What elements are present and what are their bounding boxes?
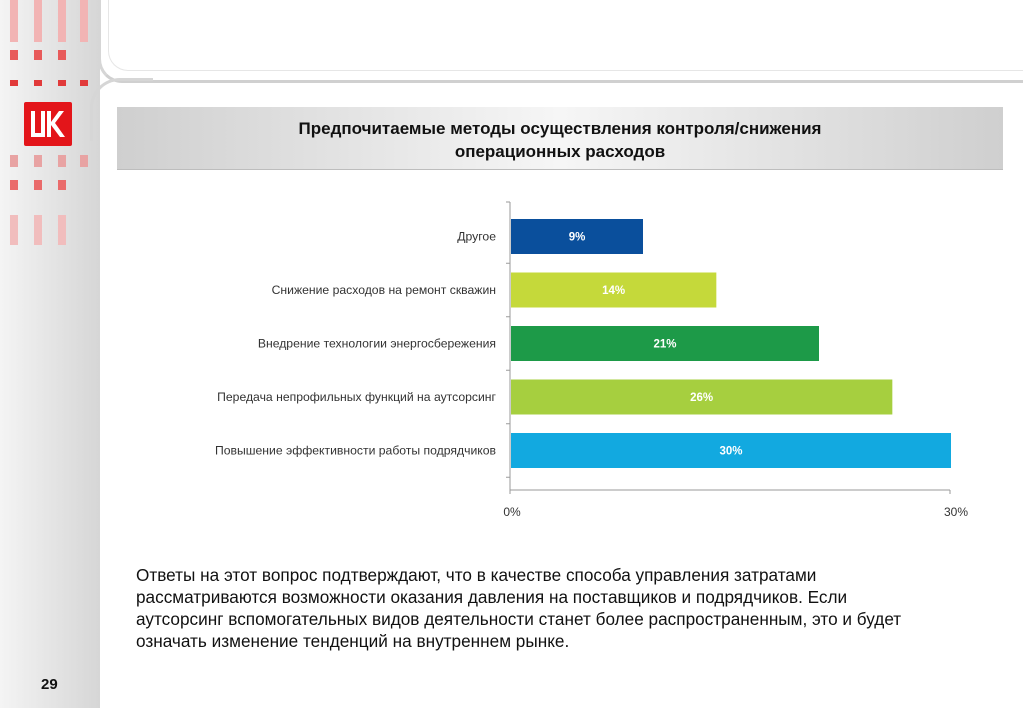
- page-title-line-1: Предпочитаемые методы осуществления контроля/снижения: [298, 119, 822, 138]
- body-line-2: рассматриваются возможности оказания давления на поставщиков и подрядчиков. Если: [136, 587, 848, 607]
- category-label: Повышение эффективности работы подрядчиков: [214, 443, 496, 458]
- category-label: Снижение расходов на ремонт скважин: [271, 283, 496, 297]
- data-label: 14%: [602, 285, 626, 297]
- body-line-4: означать изменение тенденций на внутреннем рынке.: [136, 631, 570, 651]
- data-label: 26%: [690, 392, 714, 404]
- x-tick-label: 30%: [943, 505, 969, 519]
- body-line-1: Ответы на этот вопрос подтверждают, что в качестве способа управления затратами: [136, 565, 817, 585]
- data-label: 30%: [719, 445, 743, 458]
- body-line-3: аутсорсинг вспомогательных видов деятельности станет более распространенным, это и будет: [136, 609, 902, 629]
- category-label: Передача непрофильных функций на аутсорсинг: [217, 390, 496, 404]
- data-label: 9%: [568, 231, 586, 244]
- page-number: 29: [41, 676, 58, 693]
- x-tick-label: 0%: [503, 505, 521, 519]
- body-paragraph: [136, 564, 976, 652]
- data-label: 21%: [653, 338, 677, 351]
- category-label: Другое: [457, 229, 496, 244]
- category-label: Внедрение технологии энергосбережения: [257, 336, 496, 351]
- page-title-line-2: операционных расходов: [454, 142, 666, 161]
